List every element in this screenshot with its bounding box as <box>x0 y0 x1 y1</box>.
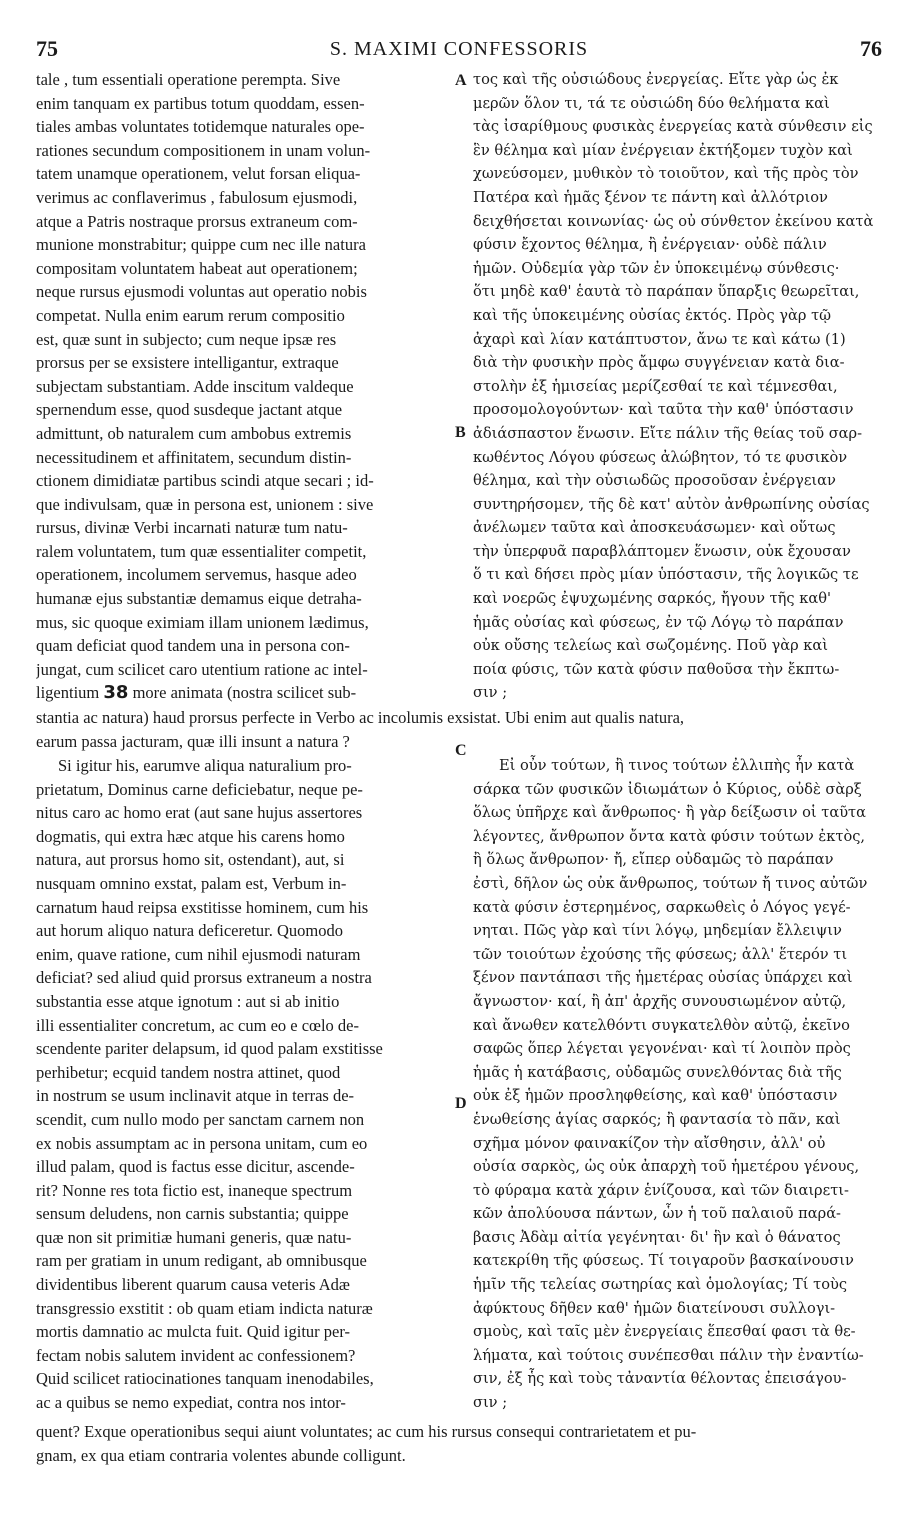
text-line: neque rursus ejusmodi voluntas aut operatio nobis <box>36 282 367 302</box>
text-line: ἡμῶν. Οὐδεμία γὰρ τῶν ἐν ὑποκειμένῳ σύνθεσις· <box>473 259 840 277</box>
text-line: σιν, ἐξ ἧς καὶ τοὺς τἀναντία θέλοντας ἐπεισάγου- <box>473 1370 847 1388</box>
text-line: ὅλως ὑπῆρχε καὶ ἄνθρωπος· ἢ γὰρ δείξωσιν οἱ ταῦτα <box>473 804 866 822</box>
text-line: ἑνωθείσης ἁγίας σαρκός; ἢ φαντασία τὸ πᾶν, καὶ <box>473 1110 841 1128</box>
full-width-lines-middle <box>36 706 886 753</box>
text-line: tale , tum essentiali operatione perempta. Sive <box>36 70 341 89</box>
text-line: οὐκ οὔσης τελείως καὶ σωζομένης. Ποῦ γὰρ καὶ <box>473 637 828 655</box>
text-line: rit? Nonne res tota fictio est, inaneque spectrum <box>36 1180 353 1200</box>
latin-line-start: ligentium <box>36 683 100 703</box>
latin-line-with-column-number <box>36 681 454 705</box>
text-line: Quid scilicet ratiocinationes tanquam inenodabiles, <box>36 1369 374 1389</box>
text-line: τὸ φύραμα κατὰ χάριν ἑνίζουσα, καὶ τῶν διαιρετι- <box>473 1181 849 1199</box>
column-number: 38 <box>103 682 129 704</box>
text-line: compositam voluntatem habeat aut operationem; <box>36 258 358 278</box>
text-line: ξένον παντάπασι τῆς ἡμετέρας οὐσίας ὑπάρχει καὶ <box>473 969 853 987</box>
text-line: rursus, divinæ Verbi incarnati naturæ tum natu- <box>36 518 348 538</box>
text-line: ἀνέλωμεν ταῦτα καὶ ἀποσκευάσωμεν· καὶ οὕτως <box>473 519 836 537</box>
text-line: natura, aut prorsus homo sit, ostendant), aut, si <box>36 850 345 870</box>
text-line: ἡμᾶς οὐσίας καὶ φύσεως, ἐν τῷ Λόγῳ τὸ παράπαν <box>473 613 844 631</box>
running-header <box>30 36 888 66</box>
text-line: earum passa jacturam, quæ illi insunt a natura ? <box>36 731 350 751</box>
left-page-number: 75 <box>36 36 58 61</box>
text-line: ἐστὶ, δῆλον ὡς οὐκ ἄνθρωπος, τούτων ἤ τινος αὐτῶν <box>473 874 868 892</box>
text-line: ὅτι μηδὲ καθ' ἑαυτὰ τὸ παράπαν ὕπαρξις θεωρεῖται, <box>473 283 860 301</box>
text-line: τὰς ἰσαρίθμους φυσικὰς ἐνεργείας κατὰ σύνθεσιν εἰς <box>473 118 873 136</box>
text-line: enim, quave ratione, cum nihil ejusmodi naturam <box>36 944 361 964</box>
text-line: καὶ τῆς ὑποκειμένης οὐσίας ἐκτός. Πρὸς γὰρ τῷ <box>473 306 832 324</box>
wide-lines-1 <box>36 706 886 753</box>
text-line: διὰ τὴν φυσικὴν πρὸς ἄμφω συγγένειαν κατὰ δια- <box>473 354 845 372</box>
text-line: ἓν θέλημα καὶ μίαν ἐνέργειαν ἐκτήξομεν τυχὸν καὶ <box>473 141 853 159</box>
text-line: θέλημα, καὶ τὴν οὐσιωδῶς προσοῦσαν ἐνέργειαν <box>473 472 836 490</box>
text-line: κῶν ἀπολύουσα πάντων, ὧν ἡ τοῦ παλαιοῦ παρά- <box>473 1205 841 1223</box>
text-line: ἢ ὅλως ἄνθρωπον· ἤ, εἴπερ οὐδαμῶς τὸ παράπαν <box>473 851 834 869</box>
text-line: rationes secundum compositionem in unam volun- <box>36 140 371 160</box>
text-line: deficiat? sed aliud quid prorsus extraneum a nostra <box>36 968 372 988</box>
right-page-number: 76 <box>860 36 882 61</box>
text-line: enim tanquam ex partibus totum quoddam, essen- <box>36 93 365 113</box>
text-line: σχῆμα μόνον φαινακίζον τὴν αἴσθησιν, ἀλλ' οὐ <box>473 1134 826 1152</box>
text-line: οὐκ ἐξ ἡμῶν προσληφθείσης, καὶ καθ' ὑπόστασιν <box>473 1087 838 1105</box>
text-line: aut horum aliquo natura deficeretur. Quomodo <box>36 921 343 941</box>
text-line: ἀχαρὶ καὶ λίαν κατάπτυστον, ἄνω τε καὶ κάτω (1) <box>473 330 846 348</box>
text-line: ram per gratiam in unum redigant, ab omnibusque <box>36 1251 367 1271</box>
text-line: quam deficiat quod tandem una in persona con- <box>36 636 350 656</box>
section-marker-a: A <box>455 72 467 89</box>
text-line: nusquam omnino exstat, palam est, Verbum in- <box>36 873 347 893</box>
greek-bottom-lines <box>473 754 883 1415</box>
text-line: tiales ambas voluntates totidemque naturales ope- <box>36 117 365 137</box>
text-line: perhibetur; ecquid tandem nostra attinet, quod <box>36 1062 341 1082</box>
text-line: μερῶν ὅλον τι, τά τε οὐσιώδη δύο θελήματα καὶ <box>473 94 830 112</box>
text-line: scendente pariter delapsum, id quod palam exstitisse <box>36 1039 383 1059</box>
text-line: quent? Exque operationibus sequi aiunt voluntates; ac cum his rursus consequi contrarietatem et pu- <box>36 1422 697 1441</box>
text-line: φύσιν ἔχοντος θέλημα, ἢ ἐνέργειαν· οὐδὲ πάλιν <box>473 236 827 254</box>
text-line: κατεκρίθη τῆς φύσεως. Τί τοιγαροῦν βασκαίνουσιν <box>473 1252 854 1270</box>
text-line: stantia ac natura) haud prorsus perfecte in Verbo ac incolumis exsistat. Ubi enim aut qualis natura, <box>36 708 685 727</box>
text-line: atque a Patris nostraque prorsus extraneum com- <box>36 211 358 231</box>
text-line: operationem, incolumem servemus, hasque adeo <box>36 565 357 585</box>
text-line: prorsus per se exsistere intelligantur, extraque <box>36 353 339 373</box>
text-line: ralem voluntatem, tum quæ essentialiter competit, <box>36 541 367 561</box>
text-line: necessitudinem et affinitatem, secundum distin- <box>36 447 352 467</box>
text-line: ποία φύσις, τῶν κατὰ φύσιν παθοῦσα τὴν ἔκπτω- <box>473 660 840 678</box>
text-line: sensum deludens, non carnis substantia; quippe <box>36 1204 349 1224</box>
text-line: κατὰ φύσιν ἐστερημένος, σαρκωθεὶς ὁ Λόγος γεγέ- <box>473 898 851 916</box>
text-line: admittunt, ob naturalem cum ambobus extremis <box>36 423 352 443</box>
text-line: κωθέντος Λόγου φύσεως ἀλώβητον, τό τε φυσικὸν <box>473 448 848 466</box>
section-marker-b: B <box>455 424 466 441</box>
text-line: σιν ; <box>473 684 508 702</box>
text-line: est, quæ sunt in subjecto; cum neque ipsæ res <box>36 329 337 349</box>
text-line: illud palam, quod is factus esse dicitur, ascende- <box>36 1157 355 1177</box>
text-line: προσομολογούντων· καὶ ταῦτα τὴν καθ' ὑπόστασιν <box>473 401 854 419</box>
latin-line-end: more animata (nostra scilicet sub- <box>132 683 357 703</box>
text-line: δειχθήσεται κοινωνίας· ὡς οὐ σύνθετον ἐκείνου κατὰ <box>473 212 874 230</box>
text-line: spernendum esse, quod susdeque jactant atque <box>36 400 343 420</box>
latin-bottom-lines <box>36 754 454 1415</box>
text-line: mus, sic quoque eximiam illam unionem lædimus, <box>36 612 369 632</box>
text-line: ἀφύκτους δῆθεν καθ' ἡμῶν διατείνουσι συλλογι- <box>473 1299 836 1317</box>
text-line: χωνεύσομεν, μυθικὸν τὸ τοιοῦτον, καὶ τῆς πρὸς τὸν <box>473 165 859 183</box>
full-width-lines-bottom <box>36 1420 886 1467</box>
text-line: νηται. Πῶς γὰρ καὶ τίνι λόγῳ, μηδεμίαν ἔλλειψιν <box>473 922 842 940</box>
text-line: illi essentialiter concretum, ac cum eo e cœlo de- <box>36 1015 359 1035</box>
greek-column-bottom <box>473 754 883 1415</box>
text-line: nitus caro ac homo erat (aut sane hujus assertores <box>36 803 363 823</box>
running-title: S. MAXIMI CONFESSORIS <box>329 38 589 60</box>
text-line: gnam, ex qua etiam contraria volentes abunde colligunt. <box>36 1445 406 1465</box>
text-line: στολὴν ἐξ ἡμισείας μερίζεσθαί τε καὶ τέμνεσθαι, <box>473 377 838 395</box>
text-line: τῶν τοιούτων ἐχούσης τῆς φύσεως; ἀλλ' ἕτερόν τι <box>473 945 848 963</box>
text-line: in nostrum se usum inclinavit atque in terras de- <box>36 1086 355 1106</box>
wide-lines-2 <box>36 1420 886 1467</box>
text-line: λέγοντες, ἄνθρωπον ὄντα κατὰ φύσιν τούτων ἐκτὸς, <box>473 827 866 845</box>
text-line: carnatum haud reipsa exstitisse hominem, cum his <box>36 897 369 917</box>
text-line: ἀδιάσπαστον ἕνωσιν. Εἴτε πάλιν τῆς θείας τοῦ σαρ- <box>473 424 863 442</box>
text-line: mortis damnatio ac mulcta fuit. Quid igitur per- <box>36 1322 351 1342</box>
text-line: ἡμῖν τῆς τελείας σωτηρίας καὶ ὁμολογίας; Τί τοὺς <box>473 1276 848 1294</box>
text-line: dogmatis, qui extra hæc atque his carens homo <box>36 826 345 846</box>
text-line: σαφῶς ὅπερ λέγεται γεγονέναι· καὶ τί λοιπὸν πρὸς <box>473 1040 851 1058</box>
section-marker-c: C <box>455 742 467 759</box>
text-line: λήματα, καὶ τούτοις συνέπεσθαι πάλιν τὴν ἐναντίω- <box>473 1346 864 1364</box>
text-line: βασις Ἀδὰμ αἰτία γεγένηται· δι' ἣν καὶ ὁ θάνατος <box>473 1228 841 1246</box>
text-line: τὴν ὑπερφυᾶ παραβλάπτομεν ἕνωσιν, οὐκ ἔχουσαν <box>473 542 851 560</box>
text-line: substantia esse atque ignotum : aut si ab initio <box>36 991 340 1011</box>
text-line: ex nobis assumptam ac in persona unitam, cum eo <box>36 1133 368 1153</box>
text-line: συντηρήσομεν, τῆς δὲ κατ' αὐτὸν ἀνθρωπίνης οὐσίας <box>473 495 870 513</box>
text-line: verimus ac conflaverimus , fabulosum ejusmodi, <box>36 187 358 207</box>
text-line: que indivulsam, quæ in persona est, unionem : sive <box>36 494 374 514</box>
text-line: quæ non sit primitiæ humani generis, quæ natu- <box>36 1227 352 1247</box>
text-line: Πατέρα καὶ ἡμᾶς ξένον τε πάντη καὶ ἀλλότριον <box>473 188 828 206</box>
greek-top-lines <box>473 68 883 705</box>
latin-column-top <box>36 68 454 705</box>
text-line: τος καὶ τῆς οὐσιώδους ἐνεργείας. Εἴτε γὰρ ὡς ἐκ <box>473 71 839 88</box>
text-line: transgressio exstitit : ob quam etiam indicta naturæ <box>36 1298 373 1318</box>
text-line: munione monstrabitur; quippe cum nec ille natura <box>36 235 366 255</box>
text-line: humanæ ejus substantiæ demamus eique detraha- <box>36 589 362 609</box>
latin-top-lines <box>36 68 454 681</box>
text-line: καὶ ἄνωθεν κατελθόντι συγκατελθὸν αὐτῷ, ἐκεῖνο <box>473 1016 850 1034</box>
text-line: καὶ νοερῶς ἐψυχωμένης σαρκός, ἤγουν τῆς καθ' <box>473 590 832 608</box>
text-line: jungat, cum scilicet caro utentium ratione ac intel- <box>36 659 368 679</box>
text-line: σιν ; <box>473 1394 508 1412</box>
text-line: tatem unamque operationem, velut forsan eliqua- <box>36 164 361 184</box>
text-line: ὅ τι καὶ δήσει πρὸς μίαν ὑπόστασιν, τῆς λογικῶς τε <box>473 566 859 584</box>
text-line: οὐσία σαρκὸς, ὡς οὐκ ἀπαρχὴ τοῦ ἡμετέρου γένους, <box>473 1158 860 1176</box>
text-line: scendit, cum nullo modo per sanctam carnem non <box>36 1109 365 1129</box>
text-line: ac a quibus se nemo expediat, contra nos intor- <box>36 1393 346 1413</box>
latin-column-bottom <box>36 754 454 1415</box>
text-line: dividentibus liberent quarum causa veteris Adæ <box>36 1275 350 1295</box>
text-line: ἡμᾶς ἡ κατάβασις, οὐδαμῶς συνελθόντας διὰ τῆς <box>473 1063 842 1081</box>
text-line: ctionem dimidiatæ partibus scindi atque secari ; id- <box>36 471 374 491</box>
text-line: Εἰ οὖν τούτων, ἢ τινος τούτων ἐλλιπὴς ἦν κατὰ <box>499 757 855 774</box>
text-line: σμοὺς, καὶ ταῖς μὲν ἐνεργείαις ἕπεσθαί φασι τὰ θε- <box>473 1323 856 1341</box>
text-line: ἄγνωστον· καί, ἢ ἀπ' ἀρχῆς συνουσιωμένον αὐτῷ, <box>473 992 847 1010</box>
text-line: Si igitur his, earumve aliqua naturalium pro- <box>58 756 352 775</box>
text-line: σάρκα τῶν φυσικῶν ἰδιωμάτων ὁ Κύριος, οὐδὲ σὰρξ <box>473 780 862 798</box>
section-marker-d: D <box>455 1095 467 1112</box>
text-line: prietatum, Dominus carne deficiebatur, neque pe- <box>36 779 363 799</box>
text-line: subjectam substantiam. Adde inscitum valdeque <box>36 376 354 396</box>
text-line: competat. Nulla enim earum rerum compositio <box>36 305 345 325</box>
greek-column-top <box>473 68 883 705</box>
text-line: fectam nobis salutem invident ac confessionem? <box>36 1345 356 1365</box>
